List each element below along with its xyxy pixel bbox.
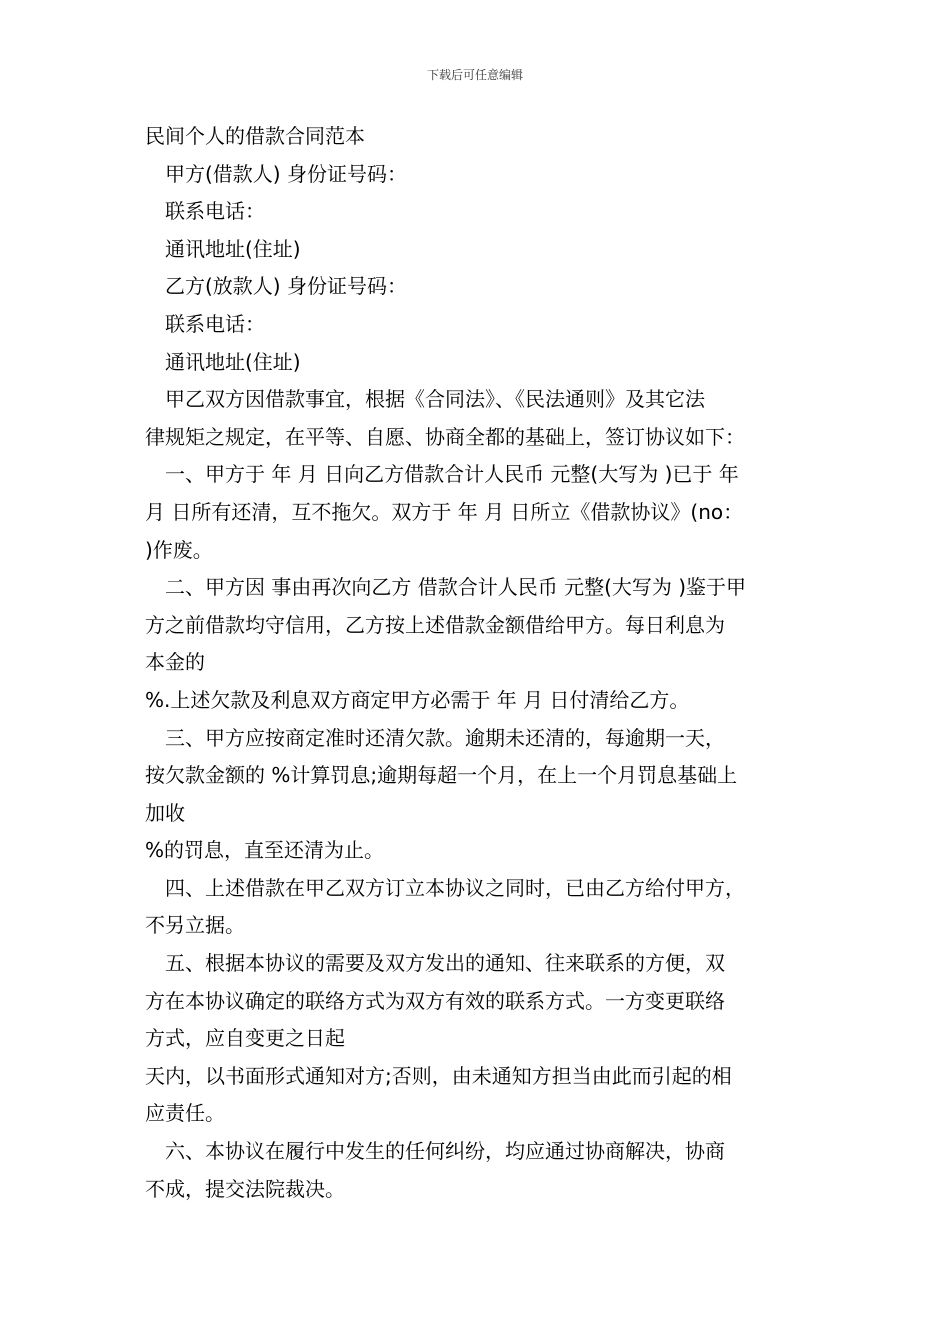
clause-3-line-1: 三、甲方应按商定准时还清欠款。逾期未还清的，每逾期一天， bbox=[165, 725, 725, 750]
clause-2-line-2: 方之前借款均守信用，乙方按上述借款金额借给甲方。每日利息为 bbox=[145, 612, 725, 637]
clause-5-line-5: 应责任。 bbox=[145, 1101, 225, 1126]
preamble-line-2: 律规矩之规定，在平等、自愿、协商全都的基础上，签订协议如下： bbox=[145, 424, 745, 449]
party-b-phone-line: 联系电话： bbox=[165, 311, 265, 336]
clause-3-line-4: %的罚息，直至还清为止。 bbox=[145, 838, 385, 863]
clause-5-line-3: 方式，应自变更之日起 bbox=[145, 1026, 345, 1051]
document-title: 民间个人的借款合同范本 bbox=[145, 124, 365, 148]
page-header-note: 下载后可任意编辑 bbox=[426, 68, 523, 82]
clause-4-line-1: 四、上述借款在甲乙双方订立本协议之同时，已由乙方给付甲方， bbox=[165, 875, 745, 900]
clause-1-line-2: 月 日所有还清，互不拖欠。双方于 年 月 日所立《借款协议》(no： bbox=[145, 499, 744, 524]
party-a-id-line: 甲方(借款人) 身份证号码： bbox=[165, 161, 407, 186]
clause-1-line-3: )作废。 bbox=[145, 537, 213, 562]
clause-2-line-1: 二、甲方因 事由再次向乙方 借款合计人民币 元整(大写为 )鉴于甲 bbox=[165, 575, 747, 600]
party-a-phone-line: 联系电话： bbox=[165, 199, 265, 224]
clause-5-line-4: 天内，以书面形式通知对方;否则，由未通知方担当由此而引起的相 bbox=[145, 1063, 732, 1088]
preamble-line-1: 甲乙双方因借款事宜，根据《合同法》、《民法通则》及其它法 bbox=[165, 387, 705, 412]
clause-5-line-2: 方在本协议确定的联络方式为双方有效的联系方式。一方变更联络 bbox=[145, 988, 725, 1013]
clause-4-line-2: 不另立据。 bbox=[145, 913, 245, 938]
clause-2-line-3: 本金的 bbox=[145, 650, 205, 675]
clause-6-line-2: 不成，提交法院裁决。 bbox=[145, 1176, 345, 1201]
clause-1-line-1: 一、甲方于 年 月 日向乙方借款合计人民币 元整(大写为 )已于 年 bbox=[165, 462, 739, 487]
clause-3-line-2: 按欠款金额的 %计算罚息;逾期每超一个月，在上一个月罚息基础上 bbox=[145, 763, 738, 788]
clause-5-line-1: 五、根据本协议的需要及双方发出的通知、往来联系的方便，双 bbox=[165, 951, 725, 976]
clause-6-line-1: 六、本协议在履行中发生的任何纠纷，均应通过协商解决，协商 bbox=[165, 1139, 725, 1164]
party-b-address-line: 通讯地址(住址) bbox=[165, 349, 301, 374]
clause-3-line-3: 加收 bbox=[145, 800, 185, 825]
party-b-id-line: 乙方(放款人) 身份证号码： bbox=[165, 274, 407, 299]
clause-2-line-4: %.上述欠款及利息双方商定甲方必需于 年 月 日付清给乙方。 bbox=[145, 687, 690, 712]
document-body bbox=[145, 118, 815, 1208]
party-a-address-line: 通讯地址(住址) bbox=[165, 236, 301, 261]
